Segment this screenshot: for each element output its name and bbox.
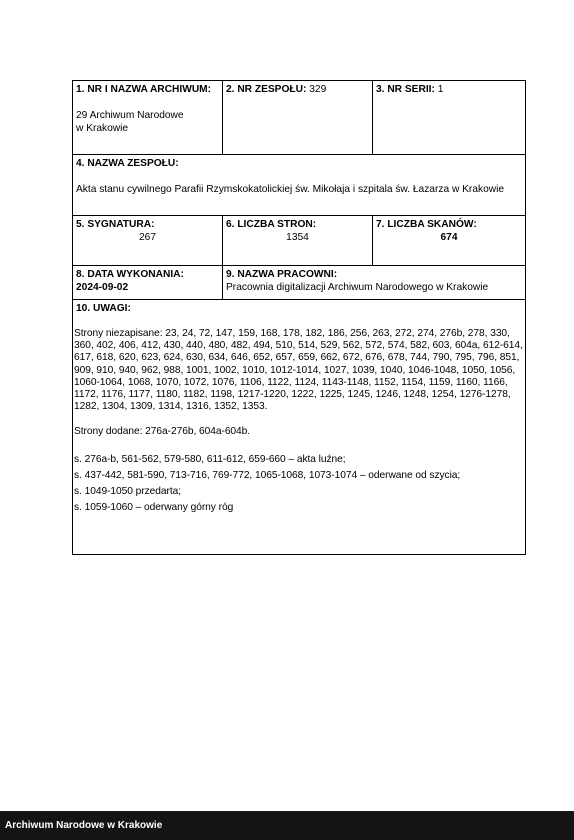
scans-cell xyxy=(373,216,526,266)
pages-cell xyxy=(223,216,373,266)
remark-note: s. 1049-1050 przedarta; xyxy=(74,485,182,497)
signature-value: 267 xyxy=(139,232,156,243)
archive-cell xyxy=(73,81,223,155)
date-label: 8. DATA WYKONANIA: xyxy=(76,269,184,280)
metadata-card xyxy=(72,80,525,555)
studio-cell xyxy=(223,266,526,300)
remark-note: s. 1059-1060 – oderwany górny róg xyxy=(74,501,234,513)
series-number-cell xyxy=(373,81,526,155)
fonds-number-value: 329 xyxy=(309,84,327,95)
series-number-label: 3. NR SERII: xyxy=(376,84,435,95)
fonds-name-cell xyxy=(73,155,526,216)
signature-label: 5. SYGNATURA: xyxy=(76,219,155,230)
archive-name-line2: w Krakowie xyxy=(76,123,129,134)
footer-bar xyxy=(0,811,574,840)
studio-value: Pracownia digitalizacji Archiwum Narodowego w Krakowie xyxy=(226,282,489,293)
pages-value: 1354 xyxy=(286,232,309,243)
fonds-name-value: Akta stanu cywilnego Parafii Rzymskokatolickiej św. Mikołaja i szpitala św. Łazarza w Krakowie xyxy=(76,184,505,195)
unwritten-pages-text: Strony niezapisane: 23, 24, 72, 147, 159, 168, 178, 182, 186, 256, 263, 272, 274, 276b, 278, 330, 360, 402, 406, 412, 430, 440, 480, 482, 494, 510, 514, 529, 562, 572, 574, 582, 603, 604a, 612-614, 617, 618, 620, 623, 624, 630, 634, 646, 652, 657, 659, 662, 672, 676, 678, 744, 790, 795, 796, 851, 909, 910, 940, 962, 988, 1001, 1002, 1010, 1012-1014, 1027, 1039, 1040, 1046-1048, 1050, 1056, 1060-1064, 1068, 1070, 1072, 1076, 1106, 1122, 1124, 1143-1148, 1152, 1154, 1159, 1160, 1166, 1172, 1176, 1177, 1180, 1182, 1198, 1217-1220, 1222, 1225, 1245, 1246, 1248, 1254, 1276-1278, 1282, 1304, 1309, 1314, 1316, 1352, 1353. xyxy=(74,328,523,413)
fonds-name-label: 4. NAZWA ZESPOŁU: xyxy=(76,158,179,169)
fonds-number-label: 2. NR ZESPOŁU: xyxy=(226,84,307,95)
studio-label: 9. NAZWA PRACOWNI: xyxy=(226,269,338,280)
added-pages-text: Strony dodane: 276a-276b, 604a-604b. xyxy=(74,426,251,438)
footer-text: Archiwum Narodowe w Krakowie xyxy=(5,820,163,831)
pages-label: 6. LICZBA STRON: xyxy=(226,219,317,230)
remark-note: s. 437-442, 581-590, 713-716, 769-772, 1065-1068, 1073-1074 – oderwane od szycia; xyxy=(74,469,461,481)
archive-label: 1. NR I NAZWA ARCHIWUM: xyxy=(76,84,212,95)
scans-value: 674 xyxy=(440,232,458,243)
signature-cell xyxy=(73,216,223,266)
remark-note: s. 276a-b, 561-562, 579-580, 611-612, 659-660 – akta luźne; xyxy=(74,453,346,465)
remarks-cell xyxy=(73,300,526,555)
fonds-number-cell xyxy=(223,81,373,155)
archive-name-line1: 29 Archiwum Narodowe xyxy=(76,110,184,121)
date-value: 2024-09-02 xyxy=(76,282,129,293)
series-number-value: 1 xyxy=(437,84,444,95)
date-cell xyxy=(73,266,223,300)
metadata-table xyxy=(72,80,526,555)
scans-label: 7. LICZBA SKANÓW: xyxy=(376,219,477,230)
remarks-label: 10. UWAGI: xyxy=(76,303,131,314)
